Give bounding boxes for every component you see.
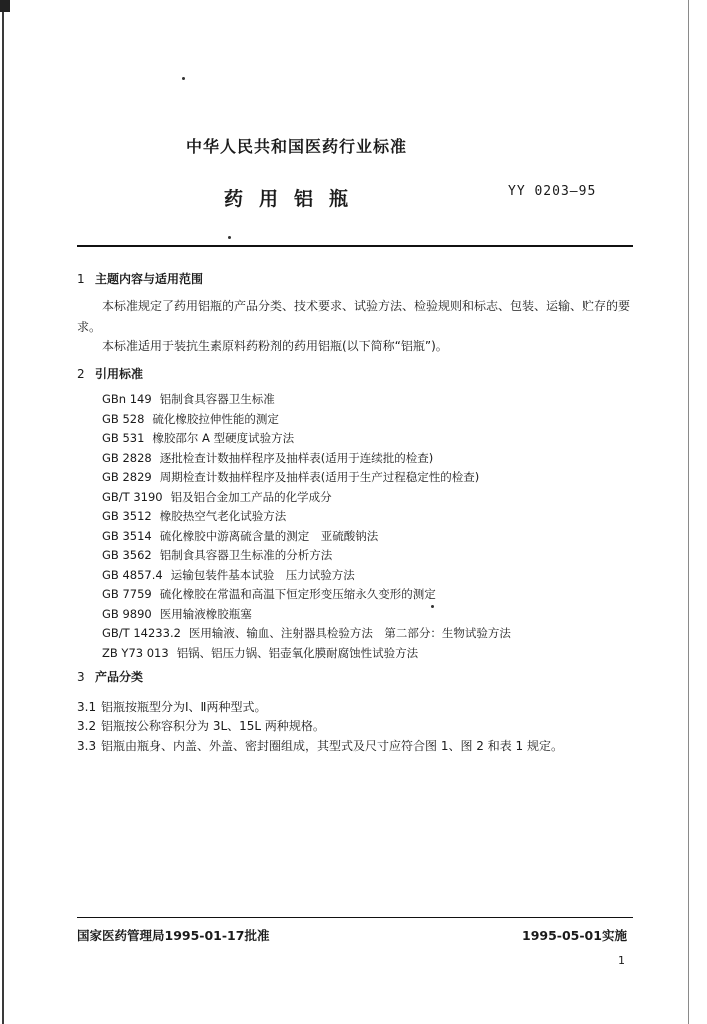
ref-title: 硫化橡胶拉伸性能的测定 (152, 411, 279, 426)
list-item (102, 527, 511, 547)
section-number: 1 (77, 272, 85, 286)
ref-code: GB 531 (102, 431, 145, 445)
ref-code: ZB Y73 013 (102, 645, 169, 660)
header-rule (77, 245, 633, 247)
ref-title: 逐批检查计数抽样程序及抽样表(适用于连续批的检查) (159, 450, 434, 465)
list-item (102, 624, 511, 644)
list-item (102, 429, 511, 449)
list-item (102, 449, 511, 469)
approval-date: 国家医药管理局1995-01-17批准 (77, 928, 270, 943)
section-title: 引用标准 (95, 367, 144, 381)
list-item (102, 468, 511, 488)
scan-corner-mark (0, 0, 10, 12)
section-1-heading (77, 270, 203, 287)
ref-title: 橡胶热空气老化试验方法 (159, 509, 287, 523)
list-item (102, 410, 511, 430)
section-2-heading (77, 365, 143, 382)
ref-title: 铝及铝合金加工产品的化学成分 (170, 489, 332, 504)
clause-number: 3.2 (77, 719, 97, 733)
scan-speck (228, 236, 231, 239)
list-item (102, 585, 511, 605)
ref-code: GB 4857.4 (102, 567, 163, 582)
effective-date: 1995-05-01实施 (522, 928, 627, 943)
clause-number: 3.1 (77, 700, 97, 714)
section-1-para-2: 本标准适用于装抗生素原料药粉剂的药用铝瓶(以下简称“铝瓶”)。 (102, 339, 448, 353)
ref-title: 铝锅、铝压力锅、铝壶氧化膜耐腐蚀性试验方法 (176, 645, 419, 660)
scan-speck (182, 77, 185, 80)
clause-text: 铝瓶由瓶身、内盖、外盖、密封圈组成，其型式及尺寸应符合图 1、图 2 和表 1 规定。 (101, 739, 563, 753)
standard-code: YY 0203—95 (508, 184, 597, 199)
section-1-para-1-line-2: 求。 (77, 320, 102, 334)
ref-title: 硫化橡胶中游离硫含量的测定 亚硫酸钠法 (159, 528, 379, 543)
ref-code: GB/T 14233.2 (102, 626, 181, 640)
list-item (102, 507, 511, 527)
clause-text: 铝瓶按瓶型分为Ⅰ、Ⅱ两种型式。 (101, 700, 267, 714)
section-number: 3 (77, 670, 85, 684)
ref-code: GB 2829 (102, 470, 152, 484)
clause-3-2 (77, 717, 325, 734)
section-3-heading (77, 668, 143, 685)
ref-code: GB 9890 (102, 606, 152, 621)
document-title: 药用铝瓶 (224, 188, 365, 210)
ref-code: GB 7759 (102, 587, 152, 601)
list-item (102, 644, 511, 664)
ref-code: GB 528 (102, 411, 145, 426)
ref-code: GBn 149 (102, 392, 152, 406)
footer-rule (77, 917, 633, 918)
ref-code: GB 3514 (102, 528, 152, 543)
list-item (102, 546, 511, 566)
ref-code: GB 3562 (102, 548, 152, 562)
ref-title: 橡胶邵尔 A 型硬度试验方法 (152, 431, 295, 445)
clause-number: 3.3 (77, 739, 97, 753)
section-title: 主题内容与适用范围 (95, 272, 204, 286)
referenced-standards-list (102, 390, 511, 663)
ref-title: 周期检查计数抽样程序及抽样表(适用于生产过程稳定性的检查) (159, 470, 480, 484)
page-number: 1 (618, 954, 625, 967)
list-item (102, 488, 511, 508)
ref-code: GB 2828 (102, 450, 152, 465)
clause-text: 铝瓶按公称容积分为 3L、15L 两种规格。 (101, 719, 325, 733)
section-number: 2 (77, 367, 85, 381)
section-1-para-1-line-1: 本标准规定了药用铝瓶的产品分类、技术要求、试验方法、检验规则和标志、包装、运输、贮存的要 (102, 299, 631, 313)
ref-title: 运输包装件基本试验 压力试验方法 (170, 567, 355, 582)
section-title: 产品分类 (95, 670, 144, 684)
scan-edge-right (688, 0, 689, 1024)
list-item (102, 566, 511, 586)
ref-title: 医用输液橡胶瓶塞 (159, 606, 252, 621)
list-item (102, 605, 511, 625)
scan-edge-left (2, 0, 4, 1024)
clause-3-1 (77, 698, 266, 715)
ref-code: GB/T 3190 (102, 489, 163, 504)
standard-type-heading: 中华人民共和国医药行业标准 (186, 137, 408, 156)
ref-title: 铝制食具容器卫生标准 (159, 392, 275, 406)
clause-3-3 (77, 737, 563, 754)
ref-code: GB 3512 (102, 509, 152, 523)
ref-title: 硫化橡胶在常温和高温下恒定形变压缩永久变形的测定 (159, 587, 436, 601)
ref-title: 铝制食具容器卫生标准的分析方法 (159, 548, 333, 562)
list-item (102, 390, 511, 410)
ref-title: 医用输液、输血、注射器具检验方法 第二部分：生物试验方法 (188, 626, 511, 640)
